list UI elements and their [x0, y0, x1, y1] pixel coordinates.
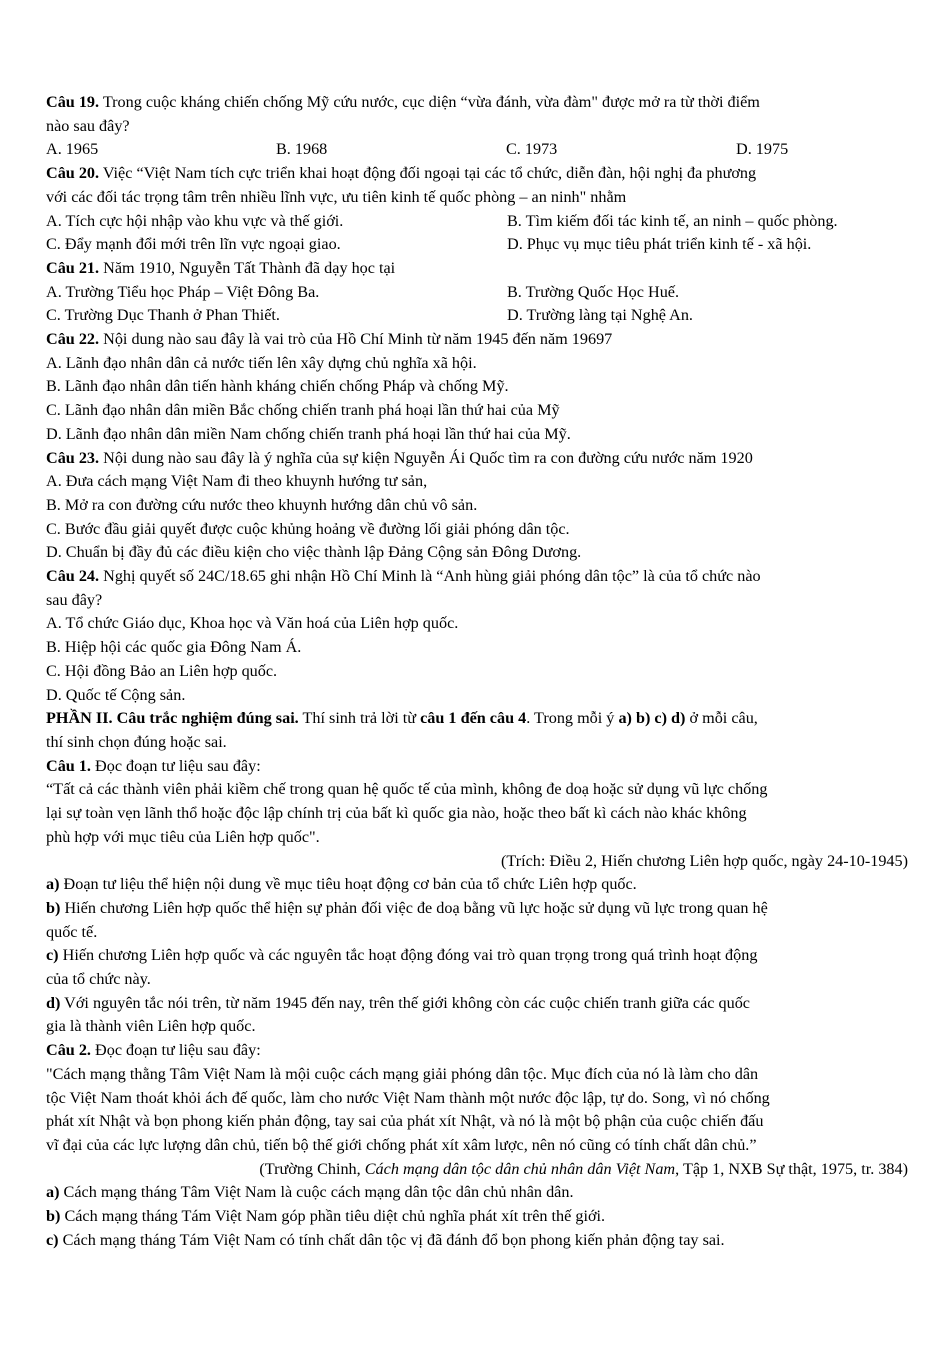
tf-question-2	[46, 1039, 908, 1063]
question-label: Câu 20.	[46, 164, 100, 183]
tf-question-1	[46, 755, 908, 779]
option-b: B. 1968	[276, 140, 328, 159]
instruction-text-cont: thí sinh chọn đúng hoặc sai.	[46, 732, 227, 751]
option-c: C. Bước đầu giải quyết được cuộc khủng hoảng về đường lối giải phóng dân tộc.	[46, 519, 570, 538]
source-text: , Tập 1, NXB Sự thật, 1975, tr. 384)	[675, 1159, 908, 1178]
option-b: B. Tìm kiếm đối tác kinh tế, an ninh – quốc phòng.	[507, 211, 838, 230]
statement-c	[46, 944, 908, 968]
question-text: Việc “Việt Nam tích cực triển khai hoạt động đối ngoại tại các tổ chức, diễn đàn, hội nghị đa phương	[99, 164, 757, 183]
question-text: Nghị quyết số 24C/18.65 ghi nhận Hồ Chí Minh là “Anh hùng giải phóng dân tộc” là của tổ chức nào	[99, 567, 761, 586]
option-c: C. Đẩy mạnh đổi mới trên lĩn vực ngoại giao.	[46, 235, 341, 254]
option-c: C. Trường Dục Thanh ở Phan Thiết.	[46, 306, 280, 325]
statement-text: Đoạn tư liệu thể hiện nội dung về mục tiêu hoạt động cơ bản của tổ chức Liên hợp quốc.	[59, 875, 637, 894]
question-label: Câu 22.	[46, 330, 100, 349]
question-text-cont: nào sau đây?	[46, 116, 130, 135]
quote-line: “Tất cả các thành viên phải kiềm chế trong quan hệ quốc tế của mình, không đe doạ hoặc sử dụng vũ lực chống	[46, 780, 768, 799]
question-23	[46, 447, 908, 471]
answer-options-row	[46, 210, 908, 234]
statement-b	[46, 897, 908, 921]
option-b: B. Hiệp hội các quốc gia Đông Nam Á.	[46, 638, 302, 657]
answer-options-row	[46, 233, 908, 257]
statement-label: a)	[46, 1183, 60, 1202]
statement-a	[46, 1181, 908, 1205]
option-c: C. Lãnh đạo nhân dân miền Bắc chống chiến tranh phá hoại lần thứ hai của Mỹ	[46, 401, 560, 420]
option-d: D. Quốc tế Cộng sản.	[46, 685, 186, 704]
statement-b	[46, 1205, 908, 1229]
part-title: PHẦN II. Câu trắc nghiệm đúng sai.	[46, 709, 299, 728]
statement-text: Hiến chương Liên hợp quốc và các nguyên tắc hoạt động đóng vai trò quan trọng trong quá trình hoạt động	[58, 946, 758, 965]
question-text-cont: với các đối tác trọng tâm trên nhiều lĩnh vực, ưu tiên kinh tế quốc phòng – an ninh" nhằm	[46, 187, 627, 206]
option-a: A. Tổ chức Giáo dục, Khoa học và Văn hoá của Liên hợp quốc.	[46, 614, 459, 633]
quote-line: lại sự toàn vẹn lãnh thổ hoặc độc lập chính trị của bất kì quốc gia nào, hoặc theo bất kì cách nào khác không	[46, 804, 747, 823]
document-page	[46, 91, 908, 1252]
question-label: Câu 2.	[46, 1041, 91, 1060]
option-a: A. Trường Tiểu học Pháp – Việt Đông Ba.	[46, 282, 320, 301]
instruction-text: Thí sinh trả lời từ	[298, 709, 421, 728]
statement-label: b)	[46, 898, 61, 917]
instruction-text: ở mỗi câu,	[685, 709, 758, 728]
option-d: D. Chuẩn bị đầy đủ các điều kiện cho việc thành lập Đảng Cộng sản Đông Dương.	[46, 543, 582, 562]
instruction-items: a) b) c) d)	[618, 709, 686, 728]
source-title: Cách mạng dân tộc dân chủ nhân dân Việt Nam	[364, 1159, 676, 1178]
question-label: Câu 1.	[46, 756, 91, 775]
statement-label: a)	[46, 875, 60, 894]
option-a: A. Đưa cách mạng Việt Nam đi theo khuynh hướng tư sản,	[46, 472, 428, 491]
answer-options-row	[46, 304, 908, 328]
statement-label: b)	[46, 1207, 61, 1226]
option-d: D. 1975	[736, 140, 789, 159]
quote-line: "Cách mạng thằng Tâm Việt Nam là mội cuộc cách mạng giải phóng dân tộc. Mục đích của nó là làm cho dân	[46, 1064, 759, 1083]
question-text: Nội dung nào sau đây là ý nghĩa của sự kiện Nguyễn Ái Quốc tìm ra con đường cứu nước năm 1920	[99, 448, 753, 467]
statement-text-cont: gia là thành viên Liên hợp quốc.	[46, 1017, 256, 1036]
statement-label: c)	[46, 1230, 59, 1249]
question-text: Đọc đoạn tư liệu sau đây:	[90, 1041, 261, 1060]
quote-line: vĩ đại của các lực lượng dân chủ, tiến bộ thế giới chống phát xít xâm lược, nên nó cũng có tính chất dân chủ.”	[46, 1135, 757, 1154]
statement-a	[46, 873, 908, 897]
statement-text: Với nguyên tắc nói trên, từ năm 1945 đến nay, trên thế giới không còn các cuộc chiến tranh giữa các quốc	[60, 993, 750, 1012]
statement-text-cont: của tổ chức này.	[46, 970, 151, 989]
statement-c	[46, 1229, 908, 1253]
statement-label: d)	[46, 993, 61, 1012]
question-20	[46, 162, 908, 186]
option-d: D. Phục vụ mục tiêu phát triển kinh tế - xã hội.	[507, 235, 812, 254]
question-19	[46, 91, 908, 115]
statement-d	[46, 992, 908, 1016]
question-text: Nội dung nào sau đây là vai trò của Hồ Chí Minh từ năm 1945 đến năm 19697	[99, 330, 613, 349]
question-text-cont: sau đây?	[46, 590, 103, 609]
question-label: Câu 23.	[46, 448, 100, 467]
option-a: A. Tích cực hội nhập vào khu vực và thế giới.	[46, 211, 344, 230]
question-label: Câu 24.	[46, 567, 100, 586]
question-text: Năm 1910, Nguyễn Tất Thành đã dạy học tại	[99, 258, 396, 277]
statement-text: Cách mạng tháng Tám Việt Nam có tính chất dân tộc vị đã đánh đổ bọn phong kiến phản động tay sai.	[58, 1230, 725, 1249]
question-22	[46, 328, 908, 352]
question-label: Câu 21.	[46, 258, 100, 277]
question-text: Trong cuộc kháng chiến chống Mỹ cứu nước, cục diện “vừa đánh, vừa đàm" được mở ra từ thời điểm	[99, 93, 760, 111]
option-d: D. Trường làng tại Nghệ An.	[507, 306, 693, 325]
statement-label: c)	[46, 946, 59, 965]
option-c: C. 1973	[506, 140, 558, 159]
quote-line: phù hợp với mục tiêu của Liên hợp quốc".	[46, 827, 320, 846]
option-d: D. Lãnh đạo nhân dân miền Nam chống chiến tranh phá hoại lần thứ hai của Mỹ.	[46, 424, 571, 443]
question-24	[46, 565, 908, 589]
question-label: Câu 19.	[46, 93, 100, 111]
answer-options	[46, 138, 908, 162]
instruction-range: câu 1 đến câu 4	[420, 709, 527, 728]
option-c: C. Hội đồng Bảo an Liên hợp quốc.	[46, 661, 278, 680]
statement-text-cont: quốc tế.	[46, 922, 98, 941]
answer-options-row	[46, 281, 908, 305]
source-text: (Trường Chinh,	[259, 1159, 365, 1178]
part-2-heading	[46, 707, 908, 731]
option-b: B. Trường Quốc Học Huế.	[507, 282, 680, 301]
option-b: B. Lãnh đạo nhân dân tiến hành kháng chiến chống Pháp và chống Mỹ.	[46, 377, 509, 396]
question-text: Đọc đoạn tư liệu sau đây:	[90, 756, 261, 775]
option-a: A. Lãnh đạo nhân dân cả nước tiến lên xây dựng chủ nghĩa xã hội.	[46, 353, 477, 372]
option-a: A. 1965	[46, 140, 99, 159]
quote-line: phát xít Nhật và bọn phong kiến phản động, tay sai của phát xít Nhật, và nó là một bộ phận của cuộc chiến đấu	[46, 1112, 764, 1131]
statement-text: Hiến chương Liên hợp quốc thể hiện sự phản đối việc đe doạ bằng vũ lực hoặc sử dụng vũ lực trong quan hệ	[60, 898, 768, 917]
instruction-text: . Trong mỗi ý	[526, 709, 619, 728]
quote-source	[46, 1158, 908, 1182]
quote-source: (Trích: Điều 2, Hiến chương Liên hợp quốc, ngày 24-10-1945)	[501, 851, 908, 870]
quote-line: tộc Việt Nam thoát khỏi ách đế quốc, làm cho nước Việt Nam thành một nước độc lập, tự do. Song, vì nó chống	[46, 1088, 770, 1107]
question-21	[46, 257, 908, 281]
statement-text: Cách mạng tháng Tám Việt Nam góp phần tiêu diệt chủ nghĩa phát xít trên thế giới.	[60, 1207, 606, 1226]
option-b: B. Mở ra con đường cứu nước theo khuynh hướng dân chủ vô sản.	[46, 495, 478, 514]
statement-text: Cách mạng tháng Tâm Việt Nam là cuộc cách mạng dân tộc dân chủ nhân dân.	[59, 1183, 574, 1202]
